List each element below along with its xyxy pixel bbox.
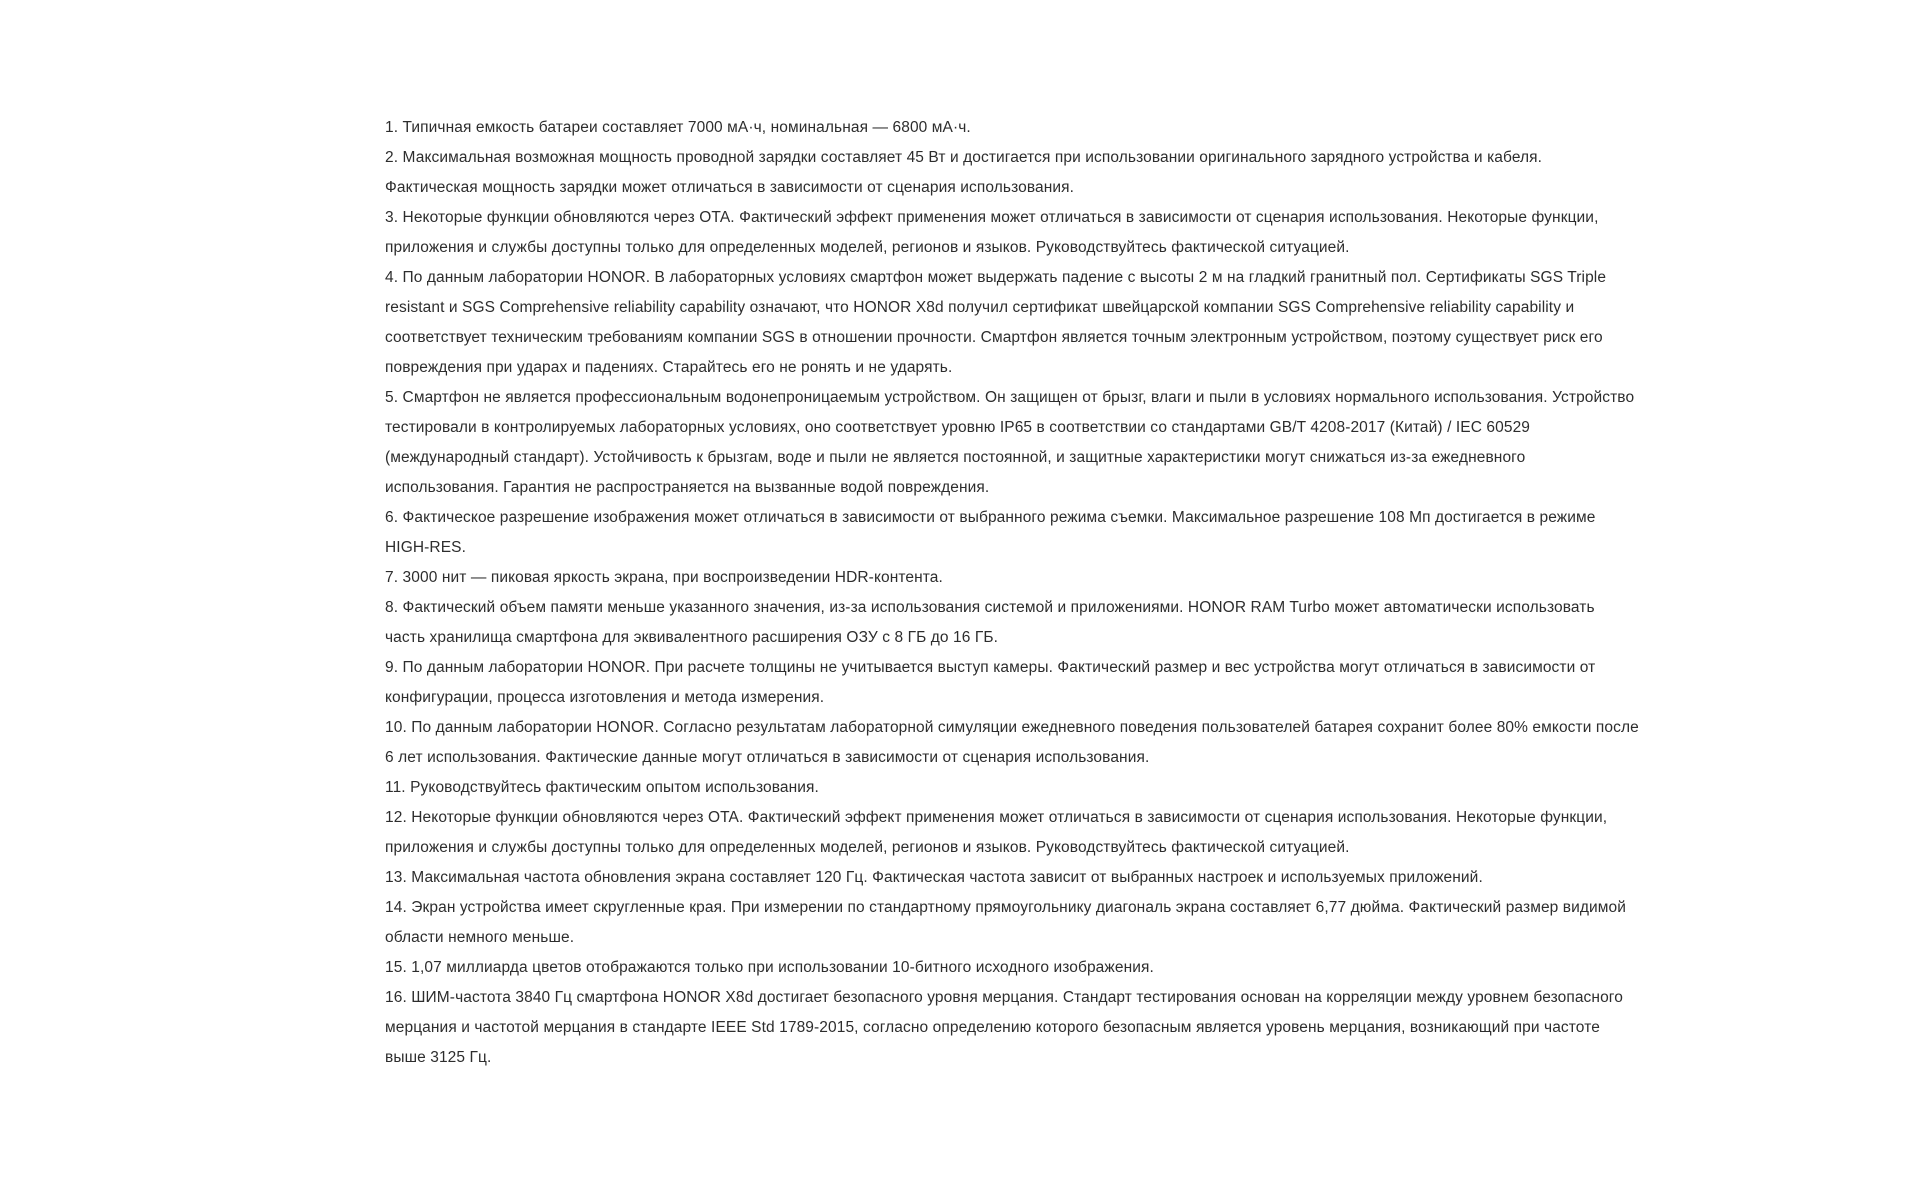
footnote-line: 6. Фактическое разрешение изображения может отличаться в зависимости от выбранного режима съемки. Максимальное разрешение 108 Мп достигается в режиме — [385, 509, 1596, 526]
footnote-line: 15. 1,07 миллиарда цветов отображаются только при использовании 10-битного исходного изображения. — [385, 959, 1154, 976]
footnote-line: 13. Максимальная частота обновления экрана составляет 120 Гц. Фактическая частота зависит от выбранных настроек и используемых приложений. — [385, 869, 1483, 886]
footnote-item-3 — [385, 203, 1599, 263]
footnote-line: 12. Некоторые функции обновляются через OTA. Фактический эффект применения может отличаться в зависимости от сценария использования. Некоторые функции, — [385, 809, 1608, 826]
footnote-line: часть хранилища смартфона для эквивалентного расширения ОЗУ с 8 ГБ до 16 ГБ. — [385, 629, 999, 646]
footnote-item-2 — [385, 143, 1550, 203]
footnote-item-4 — [385, 263, 1607, 383]
footnote-item-6 — [385, 503, 1596, 563]
footnote-line: использования. Гарантия не распространяется на вызванные водой повреждения. — [385, 479, 990, 496]
footnote-item-15 — [385, 953, 1550, 983]
footnote-line: 16. ШИМ-частота 3840 Гц смартфона HONOR X8d достигает безопасного уровня мерцания. Стандарт тестирования основан на корреляции между уровнем безопасного — [385, 989, 1623, 1006]
footnote-line: resistant и SGS Comprehensive reliability capability означают, что HONOR X8d получил сертификат швейцарской компании SGS Comprehensive reliability capability и — [385, 299, 1575, 316]
footnote-line: приложения и службы доступны только для определенных моделей, регионов и языков. Руководствуйтесь фактической ситуацией. — [385, 239, 1350, 256]
footnote-line: 14. Экран устройства имеет скругленные края. При измерении по стандартному прямоугольнику диагональ экрана составляет 6,77 дюйма. Фактический размер видимой — [385, 899, 1627, 916]
footnote-line: соответствует техническим требованиям компании SGS в отношении прочности. Смартфон является точным электронным устройством, поэтому существует риск его — [385, 329, 1603, 346]
footnote-line: мерцания и частотой мерцания в стандарте IEEE Std 1789-2015, согласно определению которого безопасным является уровень мерцания, возникающий при частоте — [385, 1019, 1600, 1036]
footnote-item-14 — [385, 893, 1627, 953]
footnote-item-13 — [385, 863, 1550, 893]
footnote-line: 9. По данным лаборатории HONOR. При расчете толщины не учитывается выступ камеры. Фактический размер и вес устройства могут отличаться в зависимости от — [385, 659, 1596, 676]
footnote-line: Фактическая мощность зарядки может отличаться в зависимости от сценария использования. — [385, 179, 1075, 196]
footnote-line: конфигурации, процесса изготовления и метода измерения. — [385, 689, 825, 706]
footnote-line: 3. Некоторые функции обновляются через OTA. Фактический эффект применения может отличаться в зависимости от сценария использования. Некоторые функции, — [385, 209, 1599, 226]
footnotes-section — [385, 113, 1639, 1073]
footnote-line: 2. Максимальная возможная мощность проводной зарядки составляет 45 Вт и достигается при использовании оригинального зарядного устройства и кабеля. — [385, 149, 1543, 166]
footnote-item-8 — [385, 593, 1595, 653]
footnote-item-7 — [385, 563, 1550, 593]
footnote-item-9 — [385, 653, 1596, 713]
footnote-item-11 — [385, 773, 1550, 803]
footnote-line: 8. Фактический объем памяти меньше указанного значения, из-за использования системой и приложениями. HONOR RAM Turbo может автоматически использовать — [385, 599, 1595, 616]
footnote-item-16 — [385, 983, 1623, 1073]
footnote-item-5 — [385, 383, 1635, 503]
footnote-line: 1. Типичная емкость батареи составляет 7000 мА·ч, номинальная — 6800 мА·ч. — [385, 119, 971, 136]
footnote-line: HIGH-RES. — [385, 539, 466, 556]
footnote-line: выше 3125 Гц. — [385, 1049, 492, 1066]
footnote-line: повреждения при ударах и падениях. Старайтесь его не ронять и не ударять. — [385, 359, 953, 376]
footnote-line: 7. 3000 нит — пиковая яркость экрана, при воспроизведении HDR-контента. — [385, 569, 943, 586]
footnote-line: 10. По данным лаборатории HONOR. Согласно результатам лабораторной симуляции ежедневного поведения пользователей батарея сохранит более 80% емкости после — [385, 719, 1639, 736]
footnote-line: (международный стандарт). Устойчивость к брызгам, воде и пыли не является постоянной, и защитные характеристики могут снижаться из-за ежедневного — [385, 449, 1526, 466]
footnote-line: приложения и службы доступны только для определенных моделей, регионов и языков. Руководствуйтесь фактической ситуацией. — [385, 839, 1350, 856]
footnote-item-12 — [385, 803, 1608, 863]
footnote-line: 4. По данным лаборатории HONOR. В лабораторных условиях смартфон может выдержать падение с высоты 2 м на гладкий гранитный пол. Сертификаты SGS Triple — [385, 269, 1607, 286]
footnote-line: области немного меньше. — [385, 929, 575, 946]
footnote-item-1 — [385, 113, 1550, 143]
footnote-line: 11. Руководствуйтесь фактическим опытом использования. — [385, 779, 819, 796]
footnote-line: 6 лет использования. Фактические данные могут отличаться в зависимости от сценария использования. — [385, 749, 1150, 766]
footnote-line: 5. Смартфон не является профессиональным водонепроницаемым устройством. Он защищен от брызг, влаги и пыли в условиях нормального использования. Устройство — [385, 389, 1635, 406]
footnote-line: тестировали в контролируемых лабораторных условиях, оно соответствует уровню IP65 в соответствии со стандартами GB/T 4208-2017 (Китай) / IEC 60529 — [385, 419, 1531, 436]
footnote-item-10 — [385, 713, 1639, 773]
